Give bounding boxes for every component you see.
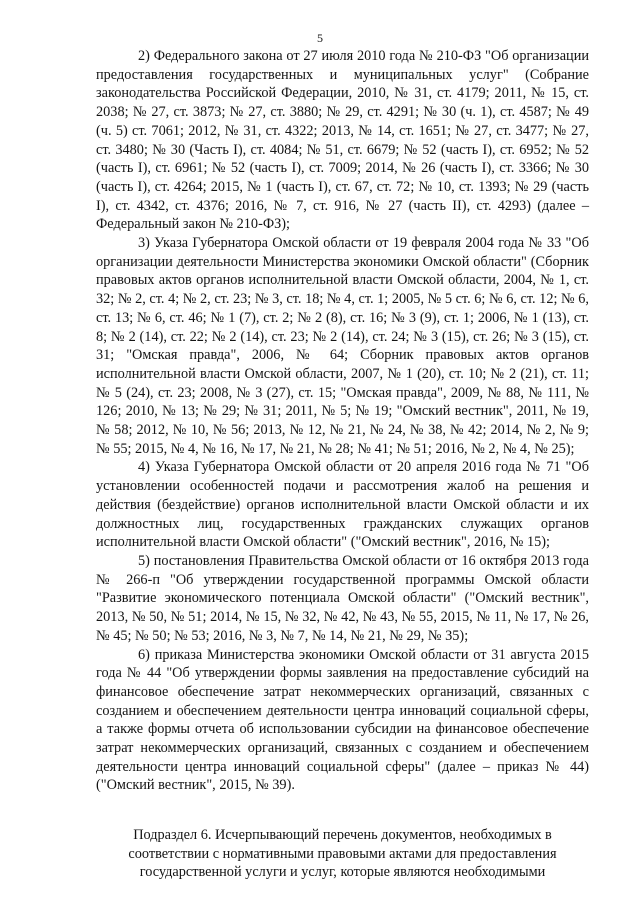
document-body [96,47,589,795]
list-item-government-resolution-266: 5) постановления Правительства Омской области от 16 октября 2013 года № 266-п "Об утверждении государственной программы Омской области "Развитие экономического потенциала Омской области" ("Омский вестник", 2013, № 50, № 51; 2014, № 15, № 32, № 42, № 43, № 55, 2015, № 11, № 17, № 26, № 45; № 50; № 53; 2016, № 3, № 7, № 14, № 21, № 29, № 35); [96,552,589,644]
list-item-governor-decree-33: 3) Указа Губернатора Омской области от 19 февраля 2004 года № 33 "Об организации деятельности Министерства экономики Омской области" (Сборник правовых актов органов исполнительной власти Омской области, 2004, № 1, ст. 32; № 2, ст. 4; № 2, ст. 23; № 3, ст. 18; № 4, ст. 1; 2005, № 5 ст. 6; № 6, ст. 12; № 6, ст. 13; № 6, ст. 46; № 1 (7), ст. 2; № 2 (8), ст. 16; № 3 (9), ст. 1; 2006, № 1 (13), ст. 8; № 2 (14), ст. 22; № 2 (14), ст. 23; № 2 (14), ст. 24; № 3 (15), ст. 26; № 3 (15), ст. 31; "Омская правда", 2006, № 64; Сборник правовых актов органов исполнительной власти Омской области, 2007, № 1 (20), ст. 10; № 2 (21), ст. 11; № 5 (24), ст. 23; 2008, № 3 (27), ст. 15; "Омская правда", 2009, № 88, № 111, № 126; 2010, № 13; № 29; № 31; 2011, № 5; № 19; "Омский вестник", 2011, № 19, № 58; 2012, № 10, № 56; 2013, № 12, № 21, № 24, № 38, № 42; 2014, № 2, № 9; № 55; 2015, № 4, № 16, № 17, № 21, № 28; № 41; № 51; 2016, № 2, № 4, № 25); [96,235,589,457]
list-item-governor-decree-71: 4) Указа Губернатора Омской области от 20 апреля 2016 года № 71 "Об установлении особенностей подачи и рассмотрения жалоб на решения и действия (бездействие) органов исполнительной власти Омской области и их должностных лиц, государственных гражданских служащих органов исполнительной власти Омской области" ("Омский вестник", 2016, № 15); [96,459,589,551]
list-item-ministry-order-44: 6) приказа Министерства экономики Омской области от 31 августа 2015 года № 44 "Об утверждении формы заявления на предоставление субсидий на финансовое обеспечение затрат некоммерческих организаций, связанных с созданием и обеспечением деятельности центра инноваций социальной сферы, а также формы отчета об использовании субсидии на финансовое обеспечение затрат некоммерческих организаций, связанных с созданием и обеспечением деятельности центра инноваций социальной сферы" (далее – приказ № 44) ("Омский вестник", 2015, № 39). [96,646,589,794]
page-number: 5 [317,31,323,45]
list-item-federal-law-210: 2) Федерального закона от 27 июля 2010 года № 210-ФЗ "Об организации предоставления государственных и муниципальных услуг" (Собрание законодательства Российской Федерации, 2010, № 31, ст. 4179; 2011, № 15, ст. 2038; № 27, ст. 3873; № 27, ст. 3880; № 29, ст. 4291; № 30 (ч. 1), ст. 4587; № 49 (ч. 5) ст. 7061; 2012, № 31, ст. 4322; 2013, № 14, ст. 1651; № 27, ст. 3477; № 27, ст. 3480; № 30 (Часть I), ст. 4084; № 51, ст. 6679; № 52 (часть I), ст. 6952; № 52 (часть I), ст. 6961; № 52 (часть I), ст. 7009; 2014, № 26 (часть I), ст. 3366; № 30 (часть I), ст. 4264; 2015, № 1 (часть I), ст. 67, ст. 72; № 10, ст. 1393; № 29 (часть I), ст. 4342, ст. 4376; 2016, № 7, ст. 916, № 27 (часть II), ст. 4293) (далее – Федеральный закон № 210-ФЗ); [96,48,589,233]
subsection-heading: Подраздел 6. Исчерпывающий перечень документов, необходимых в соответствии с нормативными правовыми актами для предоставления государственной услуги и услуг, которые являются необходимыми [128,827,557,881]
